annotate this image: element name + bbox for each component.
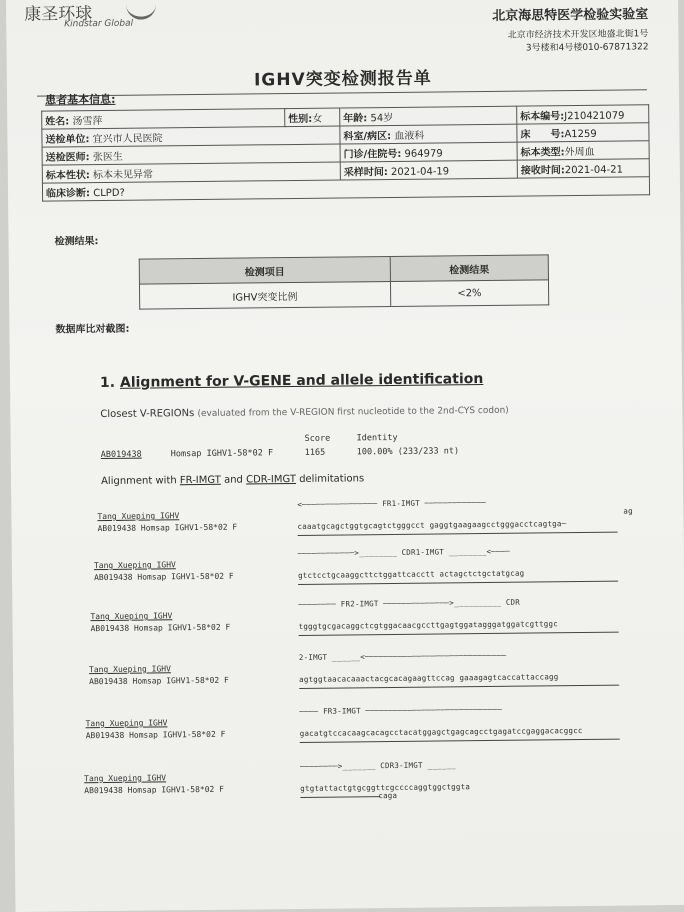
query-sequence: gacatgtccacaagcacagcctacatggagctgagcagcctgagatccgaggacacggcc bbox=[299, 726, 583, 738]
specimen-type: 外周血 bbox=[564, 146, 595, 159]
region-delimiter: <──────────────── FR1-IMGT ───────────── bbox=[297, 498, 486, 509]
patient-sex: 女 bbox=[312, 113, 323, 125]
lab-address-line-2: 3号楼和4号楼010-67871322 bbox=[525, 42, 649, 54]
company-logo: 康圣环球 bbox=[24, 4, 93, 25]
reference-name: AB019438 Homsap IGHV1-58*02 F bbox=[90, 622, 231, 634]
alignment-title: 1. Alignment for V-GENE and allele identification bbox=[99, 371, 484, 392]
accession-link[interactable]: AB019438 bbox=[100, 449, 142, 461]
reference-name: AB019438 Homsap IGHV1-58*02 F bbox=[84, 784, 225, 796]
doctor: 张医生 bbox=[92, 151, 123, 164]
region-delimiter: ────────>_______ CDR3-IMGT ______ bbox=[299, 760, 456, 771]
identity-value: 100.00% (233/233 nt) bbox=[356, 446, 460, 458]
specimen-nature: 标本未见异常 bbox=[92, 169, 154, 182]
logo-swoosh-icon bbox=[126, 2, 156, 19]
score-header: Score bbox=[304, 433, 331, 444]
reference-name: AB019438 Homsap IGHV1-58*02 F bbox=[89, 675, 229, 687]
query-sequence: tgggtgcgacaggctcgtggacaacgccttgagtggatagggatggatcgttggc bbox=[298, 619, 558, 631]
patient-age: 54岁 bbox=[370, 112, 394, 125]
reference-line bbox=[300, 739, 620, 743]
result-value: <2% bbox=[390, 280, 549, 307]
reference-sequence-tail: caga bbox=[378, 790, 398, 801]
query-name: Tang_Xueping_IGHV bbox=[90, 611, 173, 622]
reference-line bbox=[300, 796, 380, 798]
query-sequence: caaatgcagctggtgcagtctgggcct gaggtgaagaagcctgggacctcagtga─ bbox=[297, 519, 567, 531]
reference-line bbox=[299, 632, 619, 636]
region-delimiter: ────────────>________ CDR1-IMGT ________<──── bbox=[297, 546, 511, 558]
score-value: 1165 bbox=[304, 447, 326, 458]
reference-line bbox=[298, 532, 618, 536]
result-col-item: 检测项目 bbox=[139, 256, 390, 284]
bed-number: A1259 bbox=[564, 128, 597, 141]
sample-time: 2021-04-19 bbox=[390, 166, 450, 178]
clinic-number: 964979 bbox=[404, 148, 443, 160]
department: 血液科 bbox=[394, 130, 425, 142]
alignment-with-heading: Alignment with FR-IMGT and CDR-IMGT delimitations bbox=[100, 473, 365, 488]
region-delimiter: ──── FR3-IMGT ───────────────────────────── bbox=[299, 704, 503, 716]
query-name: Tang_Xueping_IGHV bbox=[97, 511, 180, 522]
region-tail: ag bbox=[623, 506, 633, 516]
query-name: Tang_Xueping_IGHV bbox=[85, 718, 168, 729]
query-name: Tang_Xueping_IGHV bbox=[93, 560, 176, 571]
region-delimiter: 2-IMGT ______<────────────────────────────── bbox=[298, 650, 507, 662]
result-table bbox=[139, 254, 550, 309]
patient-info-table: 姓名: 汤雪萍 性别:女 年龄: 54岁 标本编号:J210421079 送检单位: 宜兴市人民医院 科室/病区: 血液科 床 号:A1259 送检医师: 张医生 门诊/住院号: 964979 标本类型:外周血 标本性状: 标本未见异常 采样时间: 2021-04-19 接收时间:2021-04-21 临床诊断: CLPD? bbox=[41, 104, 650, 201]
reference-name: AB019438 Homsap IGHV1-58*02 F bbox=[85, 729, 226, 741]
reference-line bbox=[299, 685, 619, 689]
closest-v-regions: Closest V-REGIONs (evaluated from the V-REGION first nucleotide to the 2nd-CYS codon) bbox=[100, 405, 509, 421]
gene-name: Homsap IGHV1-58*02 F bbox=[170, 448, 274, 460]
reference-line bbox=[298, 581, 618, 585]
patient-name: 汤雪萍 bbox=[72, 115, 103, 128]
identity-header: Identity bbox=[356, 432, 398, 444]
result-col-value: 检测结果 bbox=[390, 255, 549, 282]
specimen-number: J210421079 bbox=[564, 110, 625, 123]
query-sequence: gtgtattactgtgcggttcgccccaggtggctggta bbox=[300, 782, 471, 793]
lab-address-line-1: 北京市经济技术开发区地盛北街1号 bbox=[507, 29, 649, 41]
company-logo-subtitle: Kindstar Global bbox=[64, 18, 134, 30]
submitting-unit: 宜兴市人民医院 bbox=[92, 133, 163, 146]
receive-time: 2021-04-21 bbox=[564, 164, 623, 177]
result-section-heading: 检测结果: bbox=[54, 236, 99, 248]
database-section-heading: 数据库比对截图: bbox=[55, 323, 130, 336]
query-sequence: gtctcctgcaaggcttctggattcacctt actagctctgctatgcag bbox=[297, 568, 525, 580]
patient-section-heading: 患者基本信息: bbox=[44, 92, 116, 107]
query-name: Tang_Xueping_IGHV bbox=[84, 773, 167, 784]
lab-name: 北京海思特医学检验实验室 bbox=[492, 7, 649, 24]
clinical-diagnosis: CLPD? bbox=[93, 187, 125, 200]
result-item: IGHV突变比例 bbox=[139, 281, 390, 309]
region-delimiter: ──────── FR2-IMGT ──────────────>__________ CDR bbox=[298, 597, 521, 609]
reference-name: AB019438 Homsap IGHV1-58*02 F bbox=[94, 571, 234, 583]
reference-name: AB019438 Homsap IGHV1-58*02 F bbox=[97, 522, 238, 534]
report-title: IGHV突变检测报告单 bbox=[253, 68, 432, 91]
query-sequence: agtggtaacacaaactacgcacagaagttccag gaaagagtcaccattaccagg bbox=[299, 672, 559, 684]
query-name: Tang_Xueping_IGHV bbox=[88, 664, 171, 675]
report-paper bbox=[6, 0, 684, 912]
